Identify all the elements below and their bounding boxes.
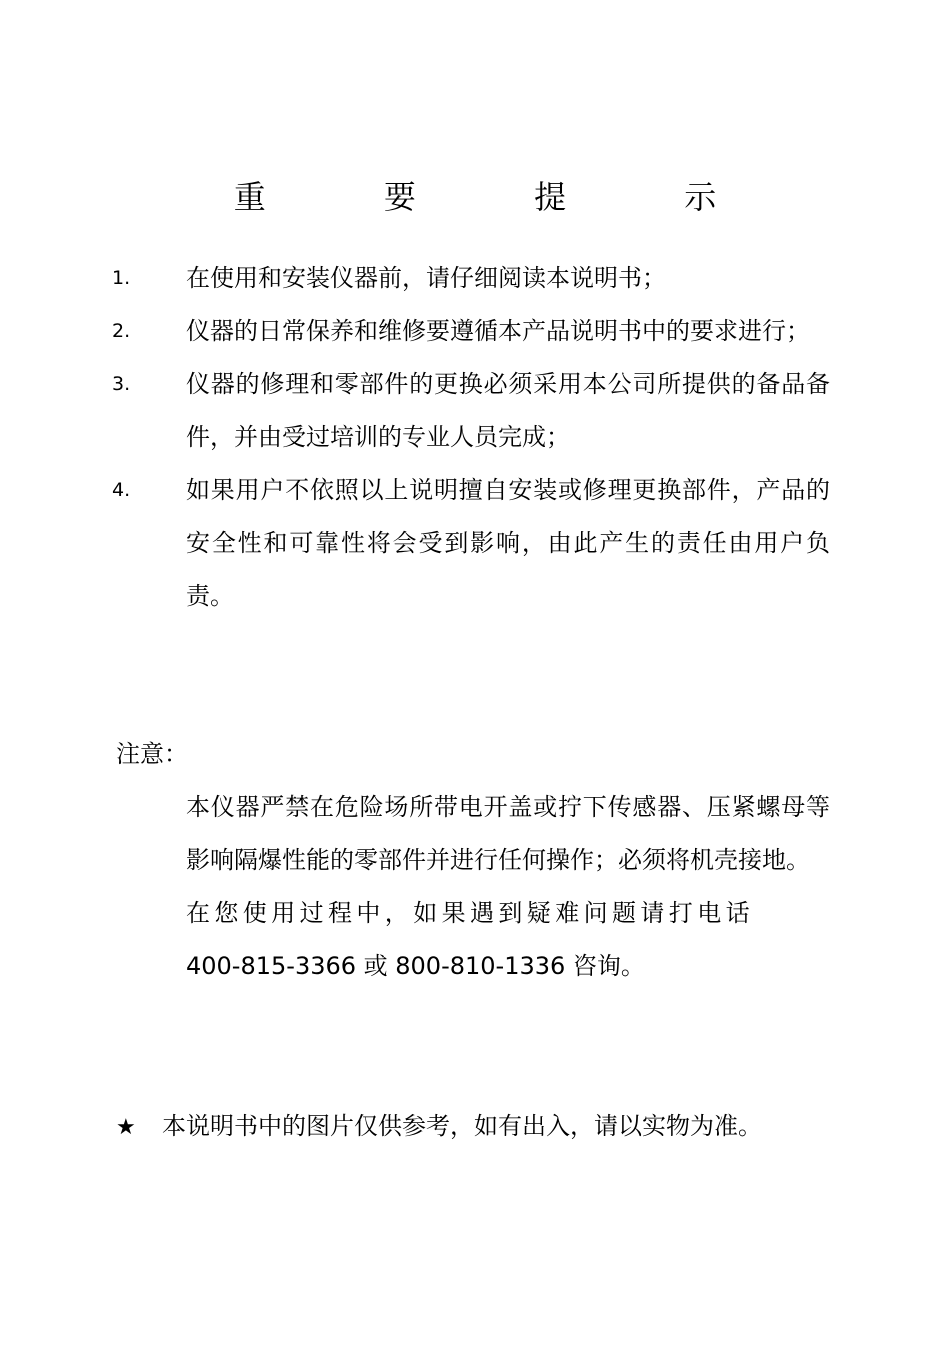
- list-item-number: 4.: [112, 479, 131, 501]
- note-body: [186, 781, 830, 993]
- list-item: [112, 305, 842, 358]
- list-item-text: 在使用和安装仪器前，请仔细阅读本说明书；: [186, 264, 666, 292]
- note-paragraph: 本仪器严禁在危险场所带电开盖或拧下传感器、压紧螺母等影响隔爆性能的零部件并进行任何操作；必须将机壳接地。: [186, 793, 830, 874]
- star-icon: ★: [116, 1115, 136, 1140]
- list-item-text: 仪器的修理和零部件的更换必须采用本公司所提供的备品备件，并由受过培训的专业人员完成；: [186, 370, 830, 451]
- footer-disclaimer: [116, 1100, 762, 1154]
- list-item: [112, 464, 842, 623]
- note-contact-line: 在您使用过程中，如果遇到疑难问题请打电话: [186, 899, 754, 927]
- footer-text: 本说明书中的图片仅供参考，如有出入，请以实物为准。: [162, 1112, 762, 1140]
- list-item-number: 3.: [112, 373, 131, 395]
- note-contact-numbers: 400-815-3366 或 800-810-1336 咨询。: [186, 952, 645, 980]
- note-heading: 注意：: [116, 740, 188, 768]
- list-item-number: 2.: [112, 320, 131, 342]
- list-item-text: 仪器的日常保养和维修要遵循本产品说明书中的要求进行；: [186, 317, 810, 345]
- list-item-number: 1.: [112, 267, 131, 289]
- list-item: [112, 358, 842, 464]
- notice-list: [112, 252, 842, 623]
- page-title: 重 要 提 示: [233, 178, 771, 216]
- list-item: [112, 252, 842, 305]
- list-item-text: 如果用户不依照以上说明擅自安装或修理更换部件，产品的安全性和可靠性将会受到影响，由此产生的责任由用户负责。: [186, 476, 830, 610]
